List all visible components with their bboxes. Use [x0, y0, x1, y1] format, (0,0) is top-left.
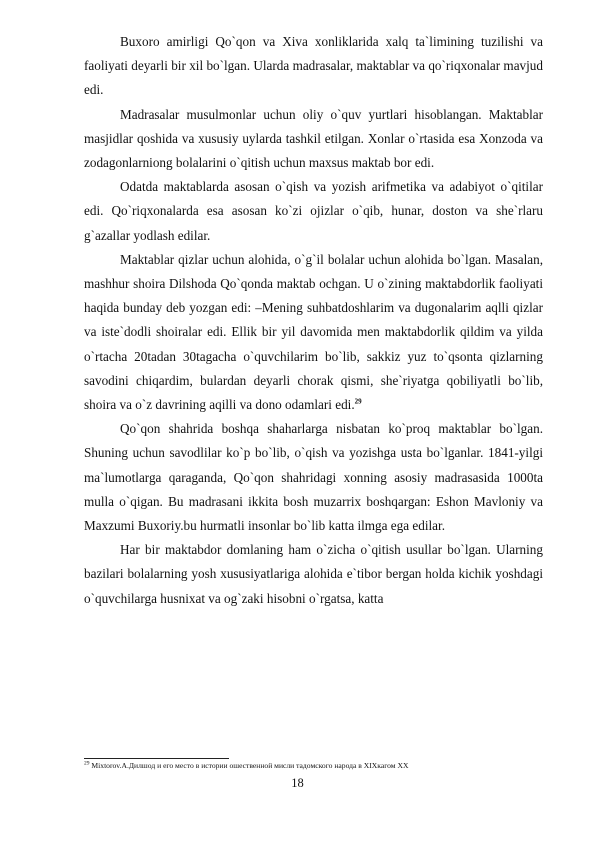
footnote [84, 760, 554, 771]
footnote-number: 29 [84, 760, 90, 767]
page-number: 18 [291, 776, 304, 790]
paragraph-1: Buxoro amirligi Qo`qon va Xiva xonliklarida xalq ta`limining tuzilishi va faoliyati deyarli bir xil bo`lgan. Ularda madrasalar, maktablar va qo`riqxonalar mavjud edi. [84, 34, 543, 98]
footnote-divider [84, 758, 229, 759]
body-text [84, 30, 543, 611]
paragraph-4-text: Maktablar qizlar uchun alohida, o`g`il bolalar uchun alohida bo`lgan. Masalan, mashhur shoira Dilshoda Qo`qonda maktab ochgan. U o`zining maktabdorlik faoliyati haqida bunday deb yozgan edi: –Mening suhbatdoshlarim va dugonalarim aqlli qizlar va iste`dodli shoiralar edi. Ellik bir yil davomida men maktabdorlik qildim va yilda o`rtacha 20tadan 30tagacha o`quvchilarim bo`lib, sakkiz yuz to`qsonta qizlarning savodini chiqardim, bulardan deyarli chorak qismi, she`riyatga qobiliyatli bo`lib, shoira va o`z davrining aqilli va dono odamlari edi. [84, 251, 543, 413]
paragraph-4 [84, 248, 543, 417]
paragraph-6: Har bir maktabdor domlaning ham o`zicha o`qitish usullar bo`lgan. Ularning bazilari bolalarning yosh xususiyatlariga alohida e`tibor bergan holda kichik yoshdagi o`quvchilarga husnixat va og`zaki hisobni o`rgatsa, katta [84, 542, 543, 606]
paragraph-2: Madrasalar musulmonlar uchun oliy o`quv yurtlari hisoblangan. Maktablar masjidlar qoshida va xususiy uylarda tashkil etilgan. Xonlar o`rtasida esa Xonzoda va zodagonlarniong bolalarini o`qitish uchun maxsus maktab bor edi. [84, 106, 543, 171]
paragraph-5: Qo`qon shahrida boshqa shaharlarga nisbatan ko`proq maktablar bo`lgan. Shuning uchun savodlilar ko`p bo`lib, o`qish va yozishga usta bo`lganlar. 1841-yilgi ma`lumotlarga qaraganda, Qo`qon shahridagi xonning asosiy madrasasida 1000ta mulla o`qigan. Bu madrasani ikkita bosh muzarrix boshqargan: Eshon Mavloniy va Maxzumi Buxoriy.bu hurmatli insonlar bo`lib katta ilmga ega edilar. [84, 421, 543, 534]
footnote-text: Mixtorov.A.Дилшод и его место в истории ошественной мисли тадомского народа в XIXкагом XX [91, 761, 409, 770]
paragraph-3: Odatda maktablarda asosan o`qish va yozish arifmetika va adabiyot o`qitilar edi. Qo`riqxonalarda esa asosan ko`zi ojizlar o`qib, hunar, doston va she`rlaru g`azallar yodlash edilar. [84, 179, 543, 243]
footnote-reference[interactable]: 29 [354, 397, 362, 406]
